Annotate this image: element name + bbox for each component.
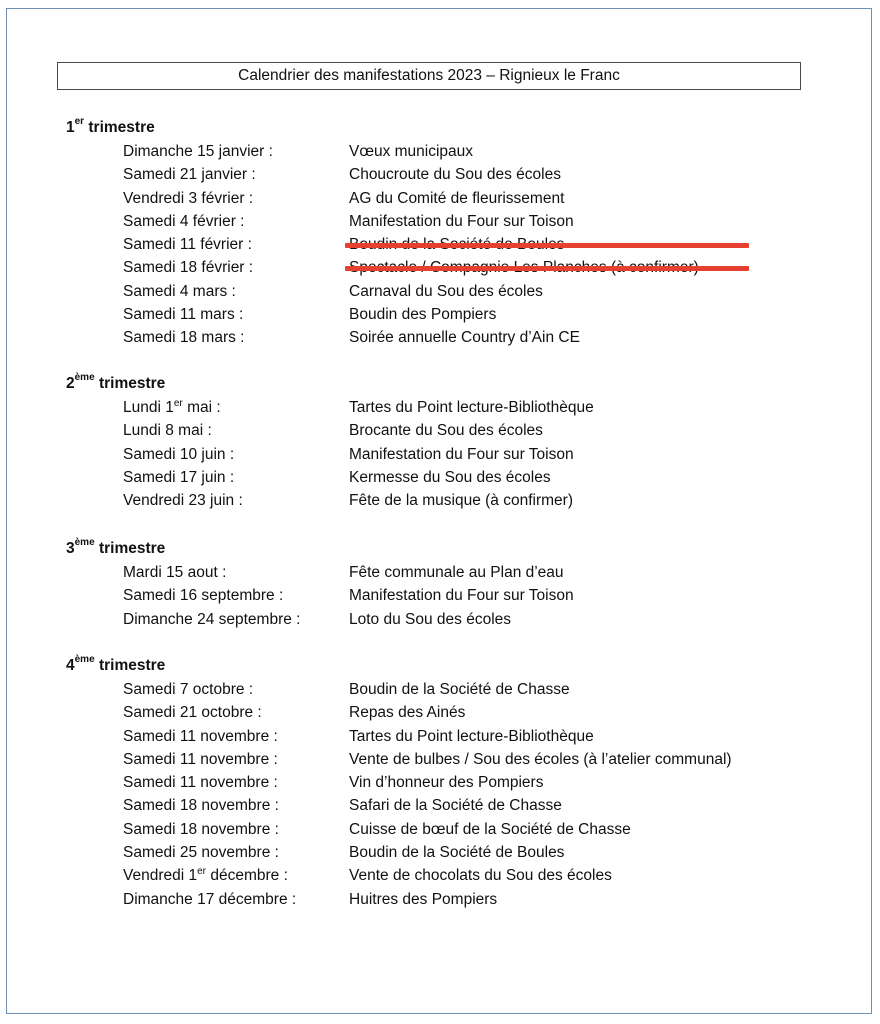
event-row xyxy=(66,561,564,584)
trimester-ordinal: er xyxy=(74,115,85,127)
event-row xyxy=(66,187,565,210)
event-name: Boudin des Pompiers xyxy=(349,306,497,324)
event-name: Vente de bulbes / Sou des écoles (à l’atelier communal) xyxy=(349,750,732,768)
event-name: Brocante du Sou des écoles xyxy=(349,422,543,440)
trimester-label: trimestre xyxy=(94,540,166,557)
event-row xyxy=(66,725,594,748)
trimester-ordinal: ème xyxy=(74,371,95,383)
event-date: Samedi 4 mars : xyxy=(123,282,236,300)
event-name: Choucroute du Sou des écoles xyxy=(349,166,561,184)
event-date: Samedi 4 février : xyxy=(123,212,245,230)
event-name: Boudin de la Société de Chasse xyxy=(349,681,570,698)
trimester-heading xyxy=(66,537,165,561)
event-date: Vendredi 1er décembre : xyxy=(123,866,288,885)
event-name: Fête communale au Plan d’eau xyxy=(349,564,564,581)
event-name: Soirée annuelle Country d’Ain CE xyxy=(349,329,580,347)
event-date: Dimanche 24 septembre : xyxy=(123,610,301,628)
event-row xyxy=(66,303,497,326)
event-row xyxy=(66,233,252,256)
trimester-section xyxy=(66,371,594,512)
trimester-heading xyxy=(66,372,165,396)
event-name: Safari de la Société de Chasse xyxy=(349,797,562,815)
trimester-section xyxy=(66,115,580,350)
trimester-section xyxy=(66,653,732,911)
page-title: Calendrier des manifestations 2023 – Rignieux le Franc xyxy=(238,67,620,84)
event-name: Carnaval du Sou des écoles xyxy=(349,282,543,300)
event-date: Samedi 10 juin : xyxy=(123,445,235,463)
strikethrough-line xyxy=(345,266,749,271)
event-date: Samedi 18 mars : xyxy=(123,329,245,347)
event-row xyxy=(66,748,732,771)
event-row xyxy=(66,443,574,466)
event-date: Vendredi 3 février : xyxy=(123,189,254,207)
event-row xyxy=(66,794,562,817)
strikethrough-line xyxy=(345,243,749,248)
event-row xyxy=(66,396,594,419)
event-name: Tartes du Point lecture-Bibliothèque xyxy=(349,727,594,745)
event-date: Samedi 21 octobre : xyxy=(123,704,262,722)
event-name: Boudin de la Société de Boules xyxy=(349,844,565,862)
event-date: Samedi 17 juin : xyxy=(123,468,235,486)
event-date: Samedi 11 mars : xyxy=(123,306,244,324)
event-row xyxy=(66,163,561,186)
trimester-label: trimestre xyxy=(94,375,166,392)
event-row xyxy=(66,818,631,841)
event-date: Samedi 16 septembre : xyxy=(123,587,284,605)
trimester-ordinal: ème xyxy=(74,653,95,665)
event-date: Samedi 21 janvier : xyxy=(123,166,256,184)
event-row xyxy=(66,608,512,631)
event-row xyxy=(66,140,474,163)
event-name: Loto du Sou des écoles xyxy=(349,610,512,628)
event-row xyxy=(66,326,580,349)
trimester-section xyxy=(66,536,574,631)
page-title-box xyxy=(57,62,801,90)
trimester-label: trimestre xyxy=(94,657,166,674)
event-row xyxy=(66,210,574,233)
trimester-number: 3 xyxy=(66,540,75,557)
event-name: Manifestation du Four sur Toison xyxy=(349,212,574,230)
event-name: Huitres des Pompiers xyxy=(349,890,498,908)
event-row xyxy=(66,466,551,489)
event-date: Lundi 1er mai : xyxy=(123,397,221,416)
event-date: Samedi 18 février : xyxy=(123,259,254,277)
event-date: Dimanche 15 janvier : xyxy=(123,143,273,160)
event-row xyxy=(66,256,254,279)
event-name: Manifestation du Four sur Toison xyxy=(349,445,574,463)
trimester-heading xyxy=(66,654,165,678)
event-date: Mardi 15 aout : xyxy=(123,564,227,581)
event-row xyxy=(66,701,466,724)
trimester-heading xyxy=(66,116,155,140)
event-row xyxy=(66,841,565,864)
event-name: Manifestation du Four sur Toison xyxy=(349,587,574,605)
event-name: Vœux municipaux xyxy=(349,143,474,160)
event-date: Samedi 25 novembre : xyxy=(123,844,279,862)
event-row xyxy=(66,771,544,794)
event-name: Kermesse du Sou des écoles xyxy=(349,468,551,486)
event-name: Vin d’honneur des Pompiers xyxy=(349,774,544,792)
event-name: Fête de la musique (à confirmer) xyxy=(349,492,573,510)
event-date: Samedi 11 novembre : xyxy=(123,727,278,745)
event-date: Samedi 11 février : xyxy=(123,236,252,254)
trimester-number: 4 xyxy=(66,657,75,674)
event-name: AG du Comité de fleurissement xyxy=(349,189,565,207)
event-date: Samedi 18 novembre : xyxy=(123,820,279,838)
event-date: Samedi 18 novembre : xyxy=(123,797,279,815)
event-date: Samedi 11 novembre : xyxy=(123,774,278,792)
event-date: Samedi 7 octobre : xyxy=(123,681,254,698)
event-row xyxy=(66,489,573,512)
event-name: Vente de chocolats du Sou des écoles xyxy=(349,867,612,885)
event-row xyxy=(66,678,570,701)
event-row xyxy=(66,864,612,887)
event-date: Vendredi 23 juin : xyxy=(123,492,243,510)
trimester-number: 2 xyxy=(66,375,75,392)
event-row xyxy=(66,888,498,911)
trimester-ordinal: ème xyxy=(74,536,95,548)
event-date: Samedi 11 novembre : xyxy=(123,750,278,768)
event-name: Repas des Ainés xyxy=(349,704,466,722)
event-date: Dimanche 17 décembre : xyxy=(123,890,297,908)
trimester-number: 1 xyxy=(66,119,75,136)
trimester-label: trimestre xyxy=(84,119,155,136)
event-name: Cuisse de bœuf de la Société de Chasse xyxy=(349,820,631,838)
event-row xyxy=(66,584,574,607)
event-name: Tartes du Point lecture-Bibliothèque xyxy=(349,399,594,416)
event-row xyxy=(66,280,543,303)
event-date: Lundi 8 mai : xyxy=(123,422,212,440)
event-row xyxy=(66,419,543,442)
